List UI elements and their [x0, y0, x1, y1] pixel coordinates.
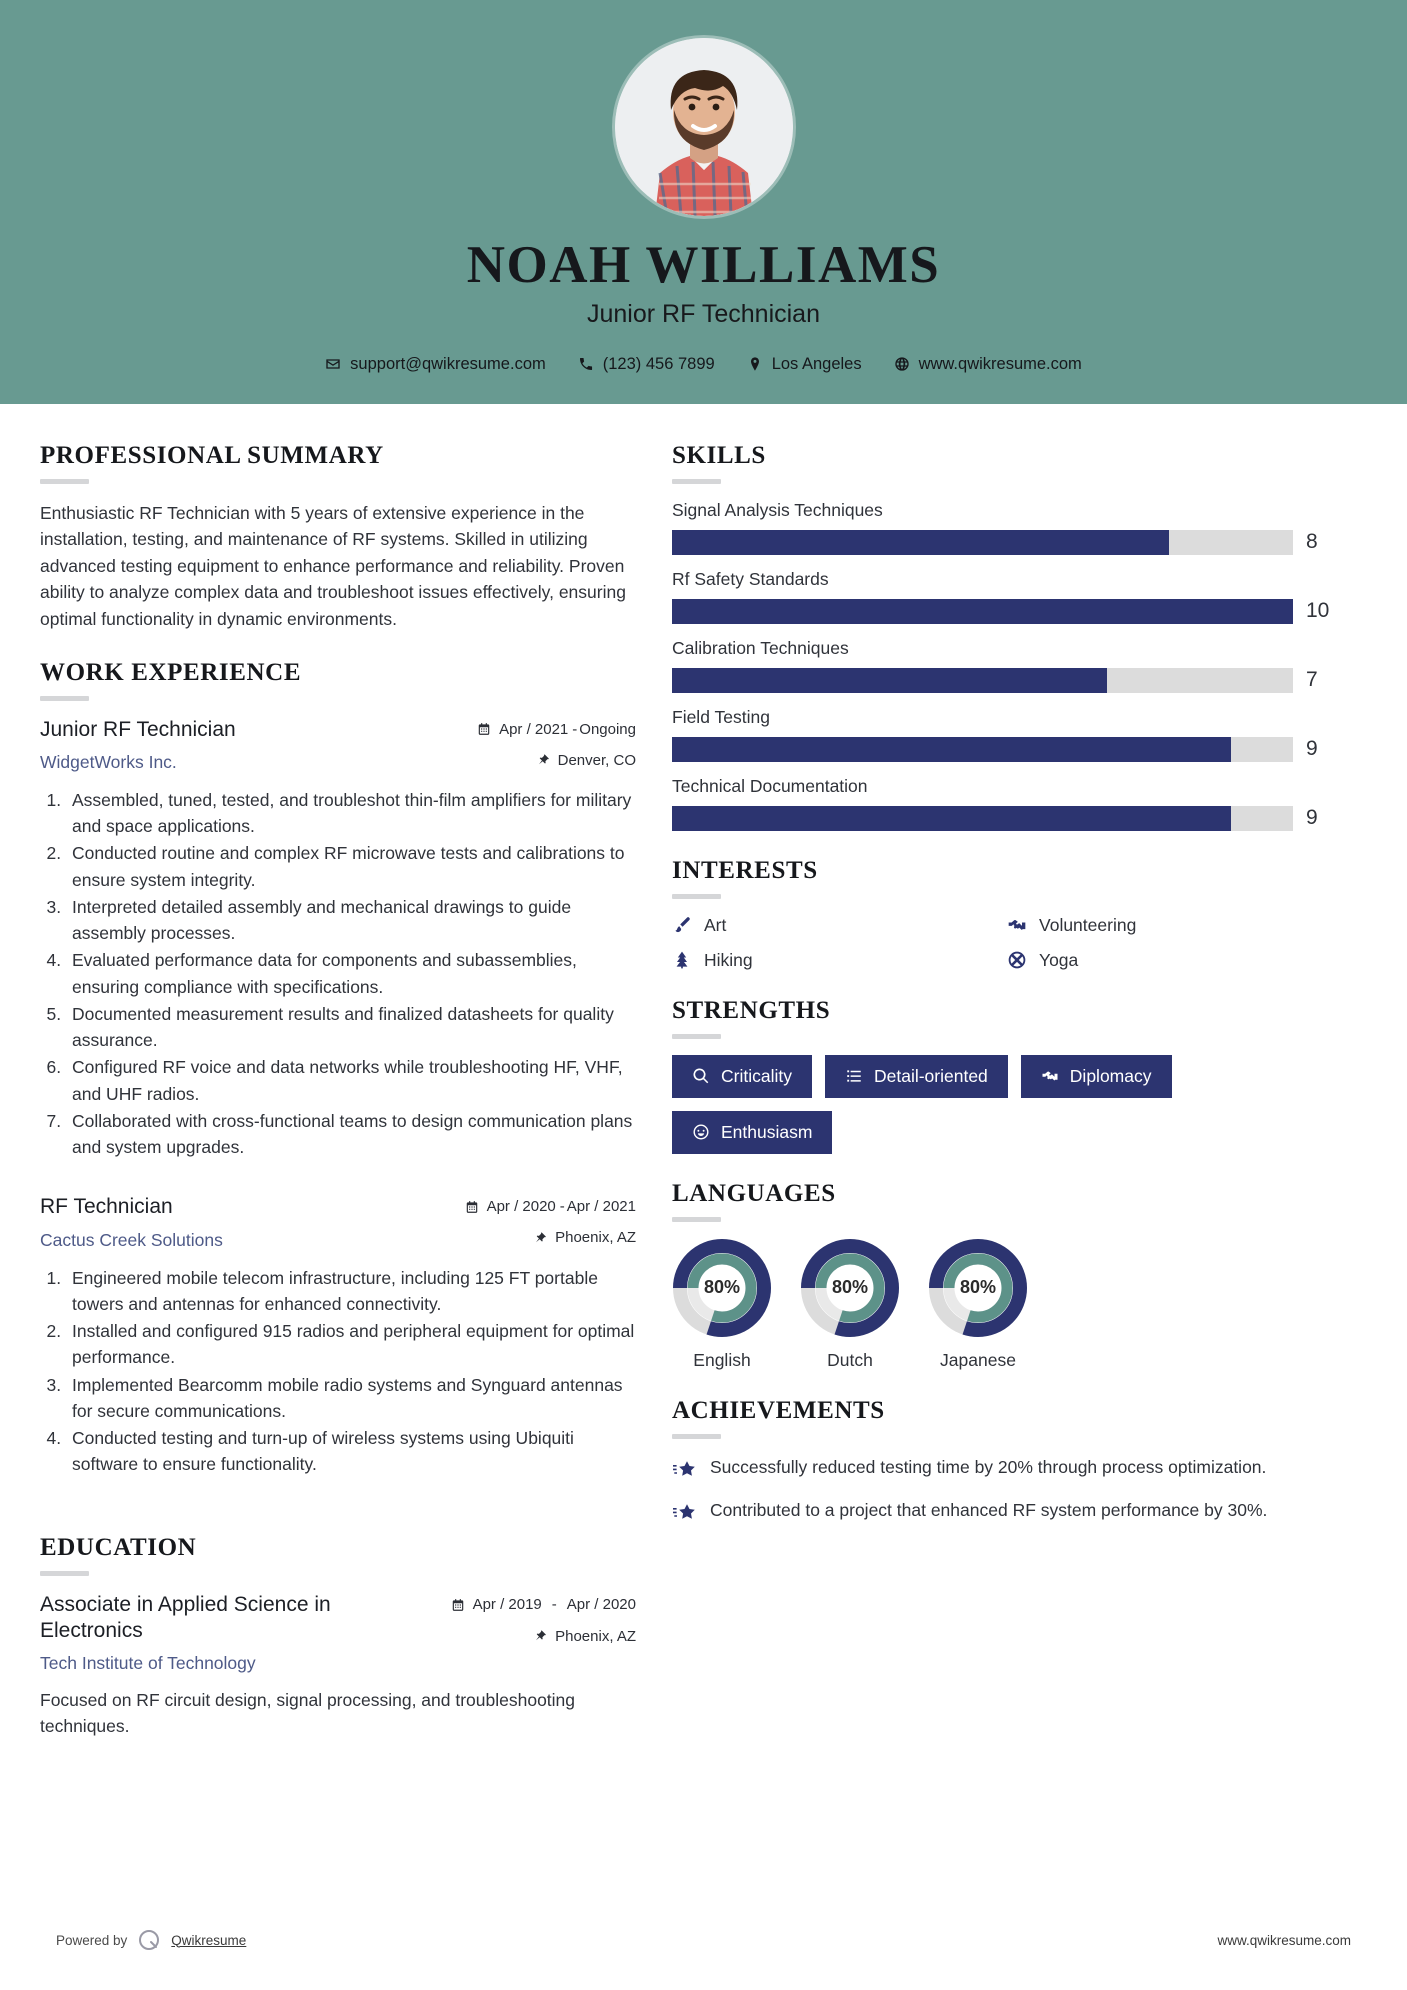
- education-entry-title: Associate in Applied Science in Electronics: [40, 1592, 331, 1642]
- skill-fill: [672, 668, 1107, 693]
- qwikresume-logo-icon: [137, 1928, 161, 1952]
- section-education: [40, 1534, 636, 1740]
- work-bullet: 5. Documented measurement results and finalized datasheets for quality assurance.: [66, 1001, 636, 1054]
- interest-item-art: [672, 915, 997, 936]
- list-icon: [845, 1067, 863, 1085]
- contact-email-text: support@qwikresume.com: [350, 354, 546, 373]
- contact-bar: [0, 355, 1407, 374]
- interest-label: Art: [704, 914, 727, 935]
- tree-icon: [672, 950, 692, 970]
- work-bullet: 3. Implemented Bearcomm mobile radio systems and Synguard antennas for secure communications.: [66, 1372, 636, 1425]
- paintbrush-icon: [672, 915, 692, 935]
- language-percent: 80%: [703, 1277, 741, 1298]
- pushpin-icon: [533, 1231, 547, 1245]
- work-date-end: - Apr / 2021: [560, 1198, 636, 1215]
- education-entry: [40, 1592, 636, 1740]
- education-location-text: Phoenix, AZ: [555, 1627, 636, 1645]
- skill-track: [672, 530, 1293, 555]
- interest-item-yoga: [1007, 950, 1332, 971]
- right-column: [672, 442, 1332, 1551]
- section-rule: [40, 1571, 89, 1576]
- skill-value: 9: [1306, 806, 1318, 830]
- section-rule: [40, 696, 89, 701]
- skill-track: [672, 668, 1293, 693]
- work-location-text: Denver, CO: [557, 751, 636, 769]
- phone-icon: [578, 356, 594, 372]
- skill-value: 9: [1306, 737, 1318, 761]
- work-entry-dates: [465, 1198, 636, 1215]
- donut-chart: [928, 1238, 1028, 1338]
- section-rule: [40, 479, 89, 484]
- strength-label: Enthusiasm: [721, 1121, 813, 1142]
- skill-item: [672, 707, 1332, 762]
- achievement-text: Successfully reduced testing time by 20% through process optimization.: [710, 1456, 1267, 1477]
- strength-badge-criticality: [672, 1055, 812, 1098]
- language-label: English: [693, 1349, 751, 1370]
- work-entry-dates: [477, 721, 636, 738]
- interest-label: Hiking: [704, 949, 753, 970]
- work-date-start: Apr / 2020: [486, 1198, 556, 1216]
- contact-phone[interactable]: [562, 355, 731, 374]
- skill-value: 8: [1306, 530, 1318, 554]
- skill-item: [672, 638, 1332, 693]
- section-strengths: [672, 997, 1332, 1154]
- star-badge-icon: [672, 1501, 696, 1525]
- section-work-experience: [40, 659, 636, 1478]
- section-interests: [672, 857, 1332, 971]
- contact-website-text: www.qwikresume.com: [918, 354, 1082, 373]
- language-label: Dutch: [827, 1349, 873, 1370]
- work-bullet: 1. Assembled, tuned, tested, and troubleshot thin-film amplifiers for military and space applications.: [66, 787, 636, 840]
- resume-header: [0, 0, 1407, 404]
- skill-track: [672, 599, 1293, 624]
- strength-badge-enthusiasm: [672, 1111, 832, 1154]
- section-rule: [672, 479, 721, 484]
- contact-location-text: Los Angeles: [771, 354, 862, 373]
- section-professional-summary: [40, 442, 636, 633]
- page-title: NOAH WILLIAMS: [466, 236, 941, 294]
- pushpin-icon: [533, 1629, 547, 1643]
- work-date-start: Apr / 2021: [499, 720, 569, 738]
- work-bullet: 6. Configured RF voice and data networks while troubleshooting HF, VHF, and UHF radios.: [66, 1054, 636, 1107]
- spacer: [40, 1504, 636, 1534]
- star-badge-icon: [672, 1458, 696, 1482]
- contact-phone-text: (123) 456 7899: [602, 354, 715, 373]
- section-title: SKILLS: [672, 441, 766, 469]
- skill-label: Signal Analysis Techniques: [672, 499, 883, 520]
- work-location-text: Phoenix, AZ: [555, 1229, 636, 1247]
- interest-label: Volunteering: [1039, 914, 1137, 935]
- work-bullet: 2. Conducted routine and complex RF microwave tests and calibrations to ensure system integrity.: [66, 840, 636, 893]
- section-title: PROFESSIONAL SUMMARY: [40, 441, 384, 469]
- work-entry-title: Junior RF Technician: [40, 717, 236, 741]
- contact-email[interactable]: [309, 355, 562, 374]
- work-entry-org[interactable]: Cactus Creek Solutions: [40, 1229, 223, 1250]
- education-description: Focused on RF circuit design, signal processing, and troubleshooting techniques.: [40, 1690, 576, 1737]
- section-title: ACHIEVEMENTS: [672, 1396, 885, 1424]
- avatar: [615, 38, 793, 216]
- left-column: [40, 442, 636, 1766]
- work-bullet: 4. Evaluated performance data for components and subassemblies, ensuring compliance with specifications.: [66, 947, 636, 1000]
- envelope-icon: [325, 356, 341, 372]
- skill-label: Technical Documentation: [672, 775, 868, 796]
- footer-website[interactable]: www.qwikresume.com: [1217, 1932, 1351, 1948]
- work-entry-location: [477, 752, 636, 769]
- work-bullets: [40, 787, 636, 1161]
- section-rule: [672, 1217, 721, 1222]
- job-role: Junior RF Technician: [587, 299, 820, 328]
- section-rule: [672, 1434, 721, 1439]
- calendar-icon: [477, 722, 491, 736]
- language-label: Japanese: [940, 1349, 1016, 1370]
- work-entry: [40, 717, 636, 1161]
- work-bullets: [40, 1265, 636, 1478]
- work-entry-title: RF Technician: [40, 1195, 173, 1219]
- smiley-icon: [692, 1123, 710, 1141]
- work-bullet: 2. Installed and configured 915 radios and peripheral equipment for optimal performance.: [66, 1318, 636, 1371]
- language-item-english: [672, 1238, 772, 1371]
- magnifier-icon: [692, 1067, 710, 1085]
- resume-body: [0, 404, 1407, 1766]
- language-item-japanese: [928, 1238, 1028, 1371]
- section-title: EDUCATION: [40, 1533, 197, 1561]
- strength-badge-diplomacy: [1021, 1055, 1172, 1098]
- map-pin-icon: [747, 356, 763, 372]
- work-entry-location: [465, 1229, 636, 1246]
- footer-powered-by: Powered by: [56, 1932, 128, 1948]
- skill-label: Calibration Techniques: [672, 637, 849, 658]
- calendar-icon: [465, 1200, 479, 1214]
- section-title: INTERESTS: [672, 856, 818, 884]
- education-entry-dates: Apr / 2019 - Apr / 2020: [451, 1596, 636, 1614]
- section-title: WORK EXPERIENCE: [40, 658, 302, 686]
- contact-location[interactable]: [731, 355, 878, 374]
- section-title: STRENGTHS: [672, 996, 831, 1024]
- calendar-icon: [451, 1598, 465, 1612]
- section-rule: [672, 894, 721, 899]
- skill-fill: [672, 530, 1169, 555]
- interest-item-hiking: [672, 950, 997, 971]
- skill-value: 7: [1306, 668, 1318, 692]
- footer-brand-link[interactable]: Qwikresume: [171, 1932, 247, 1948]
- spacer: [40, 1166, 636, 1194]
- page-footer: [0, 1928, 1407, 1952]
- section-rule: [672, 1034, 721, 1039]
- work-bullet: 3. Interpreted detailed assembly and mechanical drawings to guide assembly processes.: [66, 894, 636, 947]
- strength-label: Diplomacy: [1069, 1065, 1152, 1086]
- skill-value: 10: [1306, 599, 1330, 623]
- skill-item: [672, 569, 1332, 624]
- language-item-dutch: [800, 1238, 900, 1371]
- interest-item-volunteering: [1007, 915, 1332, 936]
- skill-fill: [672, 599, 1293, 624]
- skill-fill: [672, 737, 1231, 762]
- skill-label: Rf Safety Standards: [672, 568, 829, 589]
- language-percent: 80%: [959, 1277, 997, 1298]
- summary-text: Enthusiastic RF Technician with 5 years of extensive experience in the installation, testing, and maintenance of RF systems. Skilled in utilizing advanced testing equipment to enhance performance and reliability. Proven ability to analyze complex data and troubleshoot issues effectively, ensuring optimal functionality in dynamic environments.: [40, 502, 626, 630]
- donut-chart: [672, 1238, 772, 1338]
- skill-fill: [672, 806, 1231, 831]
- education-entry-location: [451, 1628, 636, 1645]
- work-entry: [40, 1194, 636, 1477]
- language-percent: 80%: [831, 1277, 869, 1298]
- work-bullet: 4. Conducted testing and turn-up of wireless systems using Ubiquiti software to ensure functionality.: [66, 1425, 636, 1478]
- section-title: LANGUAGES: [672, 1179, 836, 1207]
- section-skills: [672, 442, 1332, 831]
- handshake-icon: [1041, 1067, 1059, 1085]
- skill-track: [672, 806, 1293, 831]
- work-bullet: 7. Collaborated with cross-functional teams to design communication plans and system upgrades.: [66, 1108, 636, 1161]
- yoga-icon: [1007, 950, 1027, 970]
- pushpin-icon: [536, 753, 550, 767]
- strength-badge-detail-oriented: [825, 1055, 1008, 1098]
- work-bullet: 1. Engineered mobile telecom infrastructure, including 125 FT portable towers and antennas for enhanced connectivity.: [66, 1265, 636, 1318]
- section-achievements: [672, 1397, 1332, 1525]
- achievement-item: [672, 1498, 1332, 1525]
- section-languages: [672, 1180, 1332, 1371]
- skill-item: [672, 776, 1332, 831]
- interest-label: Yoga: [1039, 949, 1079, 970]
- skill-track: [672, 737, 1293, 762]
- skill-item: [672, 500, 1332, 555]
- education-date-end: Apr / 2020: [566, 1595, 636, 1613]
- work-entry-org[interactable]: WidgetWorks Inc.: [40, 751, 177, 772]
- strength-label: Criticality: [721, 1065, 792, 1086]
- achievement-item: [672, 1455, 1332, 1482]
- achievement-text: Contributed to a project that enhanced RF system performance by 30%.: [710, 1499, 1268, 1520]
- handshake-icon: [1007, 915, 1027, 935]
- work-date-end: - Ongoing: [572, 721, 636, 738]
- skill-label: Field Testing: [672, 706, 770, 727]
- education-date-start: Apr / 2019: [472, 1595, 542, 1613]
- donut-chart: [800, 1238, 900, 1338]
- contact-website[interactable]: [878, 355, 1098, 374]
- globe-icon: [894, 356, 910, 372]
- education-entry-org[interactable]: Tech Institute of Technology: [40, 1653, 256, 1674]
- strength-label: Detail-oriented: [873, 1065, 988, 1086]
